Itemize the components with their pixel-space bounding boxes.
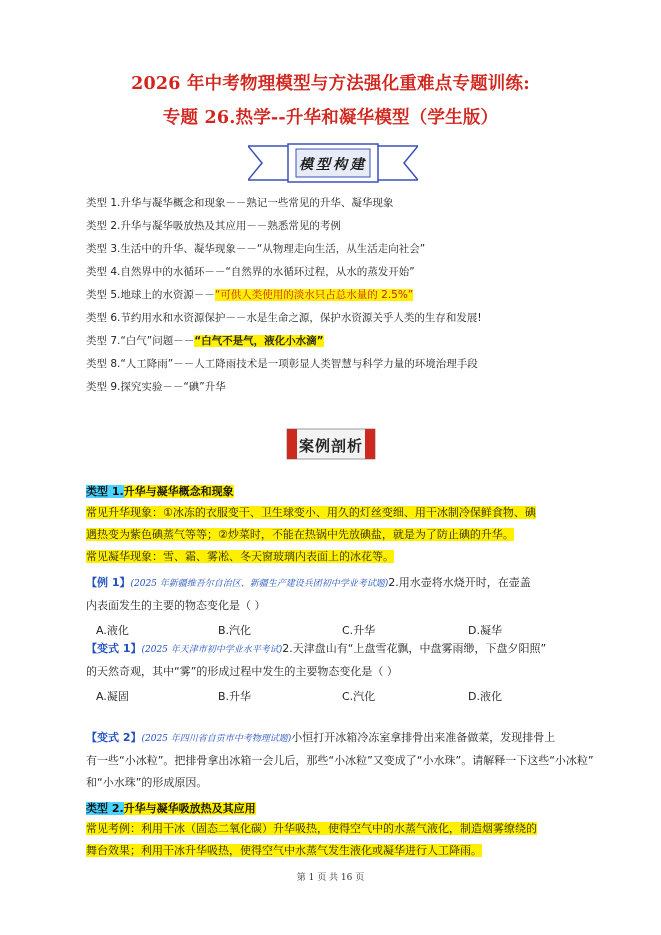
option-c: C.汽化 <box>342 690 376 703</box>
case-banner-text: 案例剖析 <box>298 437 363 455</box>
option-c: C.升华 <box>342 624 376 637</box>
paragraph-applications: 常见考例：利用干冰（固态二氧化碳）升华吸热，使得空气中的水蒸气液化，制造烟雾缭绕的 舞台效果；利用干冰升华吸热，使得空气中水蒸气发生液化或凝华进行人工降雨。 <box>86 822 537 857</box>
variant-1: 【变式 1】(2025 年天津市初中学业水平考试)2.天津盘山有“上盘雪花飘，中盘雾雨缈，下盘夕阳照” 的天然奇观，其中“雾”的形成过程中发生的主要物态变化是（ ） <box>86 642 547 678</box>
type-item: 类型 8.“人工降雨”－－人工降雨技术是一项彰显人类智慧与科学力量的环境治理手段 <box>86 358 478 370</box>
type-item: 类型 4.自然界中的水循环－－“自然界的水循环过程，从水的蒸发开始” <box>86 266 415 278</box>
section-heading-1: 类型 1.升华与凝华概念和现象 <box>86 485 234 498</box>
model-banner <box>248 142 418 186</box>
example-1: 【例 1】(2025 年新疆维吾尔自治区、新疆生产建设兵团初中学业考试题)2.用水壶将水烧开时，在壶盖 内表面发生的主要的物态变化是（ ） <box>86 576 531 612</box>
model-banner-text: 模型构建 <box>299 157 367 173</box>
type-item: 类型 9.探究实验－－“碘”升华 <box>86 381 226 393</box>
type-item: 类型 6.节约用水和水资源保护－－水是生命之源，保护水资源关乎人类的生存和发展! <box>86 312 482 324</box>
type-item: 类型 1.升华与凝华概念和现象－－熟记一些常见的升华、凝华现象 <box>86 197 394 209</box>
type-item: 类型 2.升华与凝华吸放热及其应用－－熟悉常见的考例 <box>86 220 341 232</box>
variant-2: 【变式 2】(2025 年四川省自贡市中考物理试题)小恒打开冰箱冷冻室拿排骨出来准备做菜，发现排骨上 有一些“小冰粒”。把排骨拿出冰箱一会儿后，那些“小冰粒”又变成了“小水珠”。请解释一下这些“小冰粒” 和“小水珠”的形成原因。 <box>86 731 594 789</box>
page-footer: 第 1 页 共 16 页 <box>296 873 365 883</box>
case-banner <box>285 427 377 461</box>
type-item: 类型 5.地球上的水资源－－“可供人类使用的淡水只占总水量的 2.5%” <box>86 289 414 301</box>
option-b: B.升华 <box>218 690 252 703</box>
type-item: 类型 7.“白气”问题－－“白气不是气，液化小水滴” <box>86 335 324 347</box>
section-heading-2: 类型 2.升华与凝华吸放热及其应用 <box>86 802 256 815</box>
option-d: D.凝华 <box>468 624 502 637</box>
option-a: A.液化 <box>96 624 129 637</box>
doc-title-line1: 2026 年中考物理模型与方法强化重难点专题训练: <box>131 74 530 94</box>
doc-title-line2: 专题 26.热学--升华和凝华模型（学生版） <box>162 108 499 128</box>
option-d: D.液化 <box>468 690 502 703</box>
paragraph-sublimation: 常见升华现象：①冰冻的衣服变干、卫生球变小、用久的灯丝变细、用干冰制冷保鲜食物、碘 遇热变为紫色碘蒸气等等；②炒菜时，不能在热锅中先放碘盐，就是为了防止碘的升华。 常见凝华现象：雪、霜、雾凇、冬天窗玻璃内表面上的冰花等。 <box>86 506 536 563</box>
option-a: A.凝固 <box>96 690 129 703</box>
option-b: B.汽化 <box>218 624 252 637</box>
type-item: 类型 3.生活中的升华、凝华现象－－“从物理走向生活，从生活走向社会” <box>86 243 426 255</box>
